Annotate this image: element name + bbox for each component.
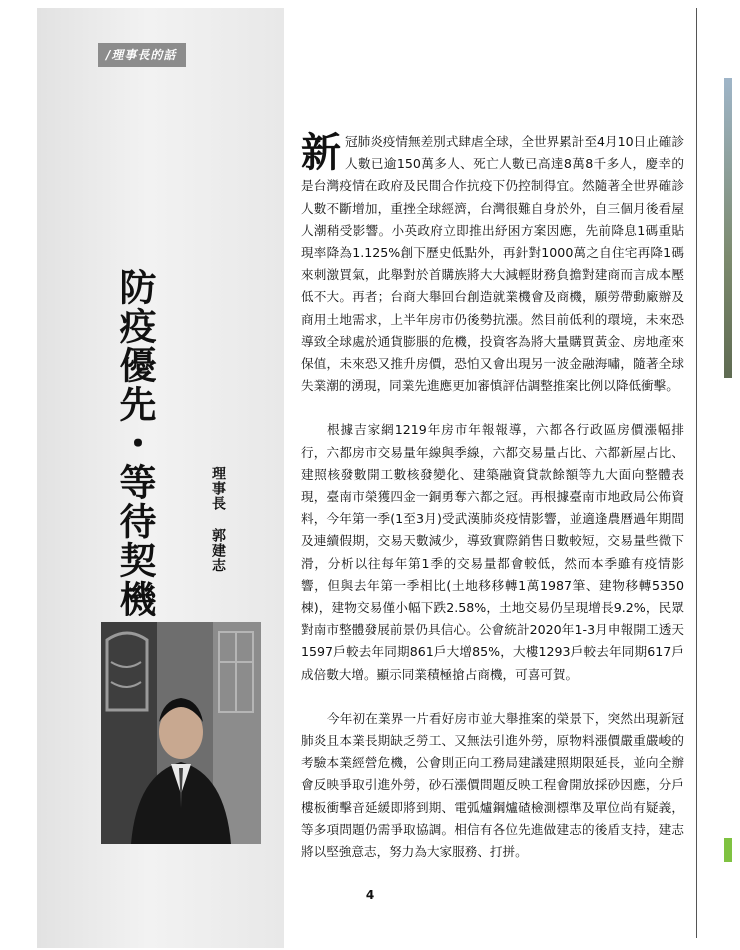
section-label-tab: [98, 43, 186, 67]
paragraph-2: 根據吉家網1219年房市年報報導，六都各行政區房價漲幅排行，六都房市交易量年線與季線，六都交易量占比、六都新屋占比、建照核發數開工數核發變化、建築融資貸款餘額等九大面向整體表現，臺南市榮獲四金一銅勇奪六都之冠。再根據臺南市地政局公佈資料，今年第一季(1至3月)受武漢肺炎疫情影響，並適逢農曆過年期間及連續假期，交易天數減少，導致實際銷售日數較短，交易量些微下滑，分析以往每年第1季的交易量都會較低，然而本季雖有疫情影響，但與去年第一季相比(土地移移轉1萬1987筆、建物移轉5350棟)，建物交易僅小幅下跌2.58%，土地交易仍呈現增長9.2%，民眾對南市整體發展前景仍具信心。公會統計2020年1-3月申報開工透天1597戶較去年同期861戶大增85%，大樓1293戶較去年同期617戶成倍數大增。顯示同業積極搶占商機，可喜可賀。: [301, 422, 684, 682]
next-page-edge-tab: [724, 838, 732, 862]
section-label: /理事長的話: [106, 48, 177, 62]
page-edge-line: [696, 8, 697, 938]
page-number: 4: [365, 888, 375, 902]
next-page-edge-image: [724, 78, 732, 378]
paragraph-3: 今年初在業界一片看好房市並大舉推案的榮景下，突然出現新冠肺炎且本業長期缺乏勞工、又無法引進外勞，原物料漲價嚴重嚴峻的考驗本業經營危機，公會則正向工務局建議建照期限延長，並向全辦會反映爭取引進外勞，砂石漲價問題反映工程會開放採砂因應，分戶樓板衝擊音延緩即將到期、電弧爐鋼爐碴檢測標準及單位尚有疑義，等多項問題仍需爭取協調。相信有各位先進做建志的後盾支持，建志將以堅強意志，努力為大家服務、打拼。: [301, 710, 684, 860]
article-body: [301, 131, 684, 885]
chairman-portrait-photo: [101, 622, 261, 844]
page-title: 防疫優先・等待契機: [113, 268, 157, 619]
drop-cap: 新: [301, 129, 341, 176]
paragraph-1-text: 冠肺炎疫情無差別式肆虐全球，全世界累計至4月10日止確診人數已逾150萬多人、死亡人數已高達8萬8千多人，慶幸的是台灣疫情在政府及民間合作抗疫下仍控制得宜。然隨著全世界確診人數不斷增加，重挫全球經濟，台灣很難自身於外，自三個月後看屋人潮稍受影響。小英政府立即推出紓困方案因應，先前降息1碼重貼現率降為1.125%創下歷史低點外，再針對1000萬之自住宅再降1碼來刺激買氣，此舉對於首購族將大大減輕財務負擔對建商而言成本壓低不大。再者；台商大舉回台創造就業機會及商機，願勞帶動廠辦及商用土地需求，上半年房市仍後勢抗漲。然目前低利的環境，未來恐導致全球處於通貨膨脹的危機，投資客為將大量購買黃金、房地產來保值，未來恐又推升房價，恐怕又會出現另一波金融海嘯，隨著全球失業潮的湧現，同業先進應更加審慎評估調整推案比例以降低衝擊。: [301, 134, 684, 394]
author-byline: 理事長 郭建志: [210, 466, 226, 573]
paragraph-1: [301, 131, 684, 397]
